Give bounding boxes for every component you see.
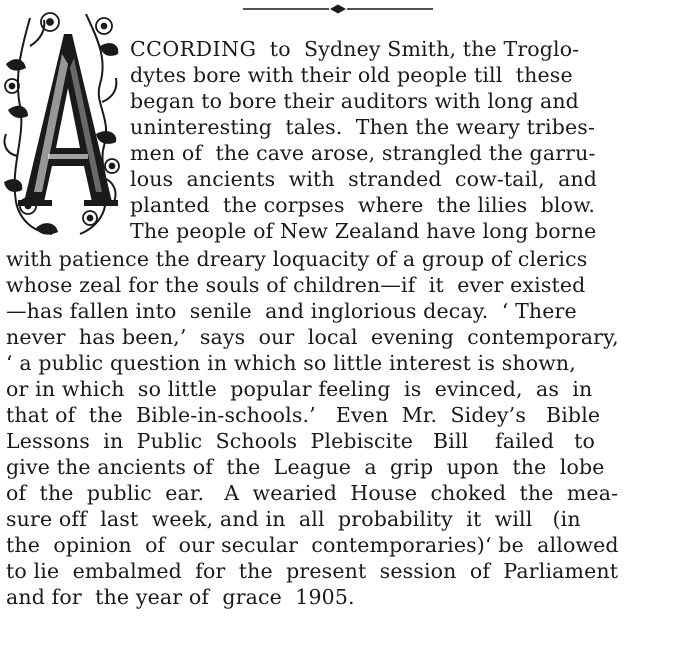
article-line-4: uninteresting tales. Then the weary tribes- xyxy=(130,115,596,139)
article-line-12: never has been,’ says our local evening contemporary, xyxy=(6,325,619,349)
article-line-5: men of the cave arose, strangled the garru- xyxy=(130,141,596,165)
article-line-7: planted the corpses where the lilies blow. xyxy=(130,193,596,217)
article-line-3: began to bore their auditors with long and xyxy=(130,89,579,113)
article-line-2: dytes bore with their old people till these xyxy=(130,63,573,87)
ornate-drop-cap-illustration xyxy=(0,6,122,238)
article-line-1 xyxy=(130,36,579,62)
article-line-16: Lessons in Public Schools Plebiscite Bill failed to xyxy=(6,429,595,453)
article-line-10: whose zeal for the souls of children—if it ever existed xyxy=(6,273,586,297)
article-line-15: that of the Bible-in-schools.’ Even Mr. Sidey’s Bible xyxy=(6,403,601,427)
article-line-18: of the public ear. A wearied House choked the mea- xyxy=(6,481,619,505)
article-line-22: and for the year of grace 1905. xyxy=(6,585,355,609)
article-line-8: The people of New Zealand have long borne xyxy=(130,219,597,243)
article-line-20: the opinion of our secular contemporaries)‘ be allowed xyxy=(6,533,619,557)
article-line-11: —has fallen into senile and inglorious decay. ‘ There xyxy=(6,299,577,323)
article-line-6: lous ancients with stranded cow-tail, and xyxy=(130,167,598,191)
article-line-17: give the ancients of the League a grip upon the lobe xyxy=(6,455,605,479)
ornamental-divider xyxy=(243,4,433,14)
lead-caps: CCORDING xyxy=(130,37,257,61)
article-line-9: with patience the dreary loquacity of a group of clerics xyxy=(6,247,588,271)
article-line-19: sure off last week, and in all probability it will (in xyxy=(6,507,581,531)
article-line-1-rest: to Sydney Smith, the Troglo- xyxy=(256,37,580,61)
article-line-21: to lie embalmed for the present session of Parliament xyxy=(6,559,619,583)
article-line-13: ‘ a public question in which so little interest is shown, xyxy=(6,351,576,375)
article-line-14: or in which so little popular feeling is evinced, as in xyxy=(6,377,593,401)
